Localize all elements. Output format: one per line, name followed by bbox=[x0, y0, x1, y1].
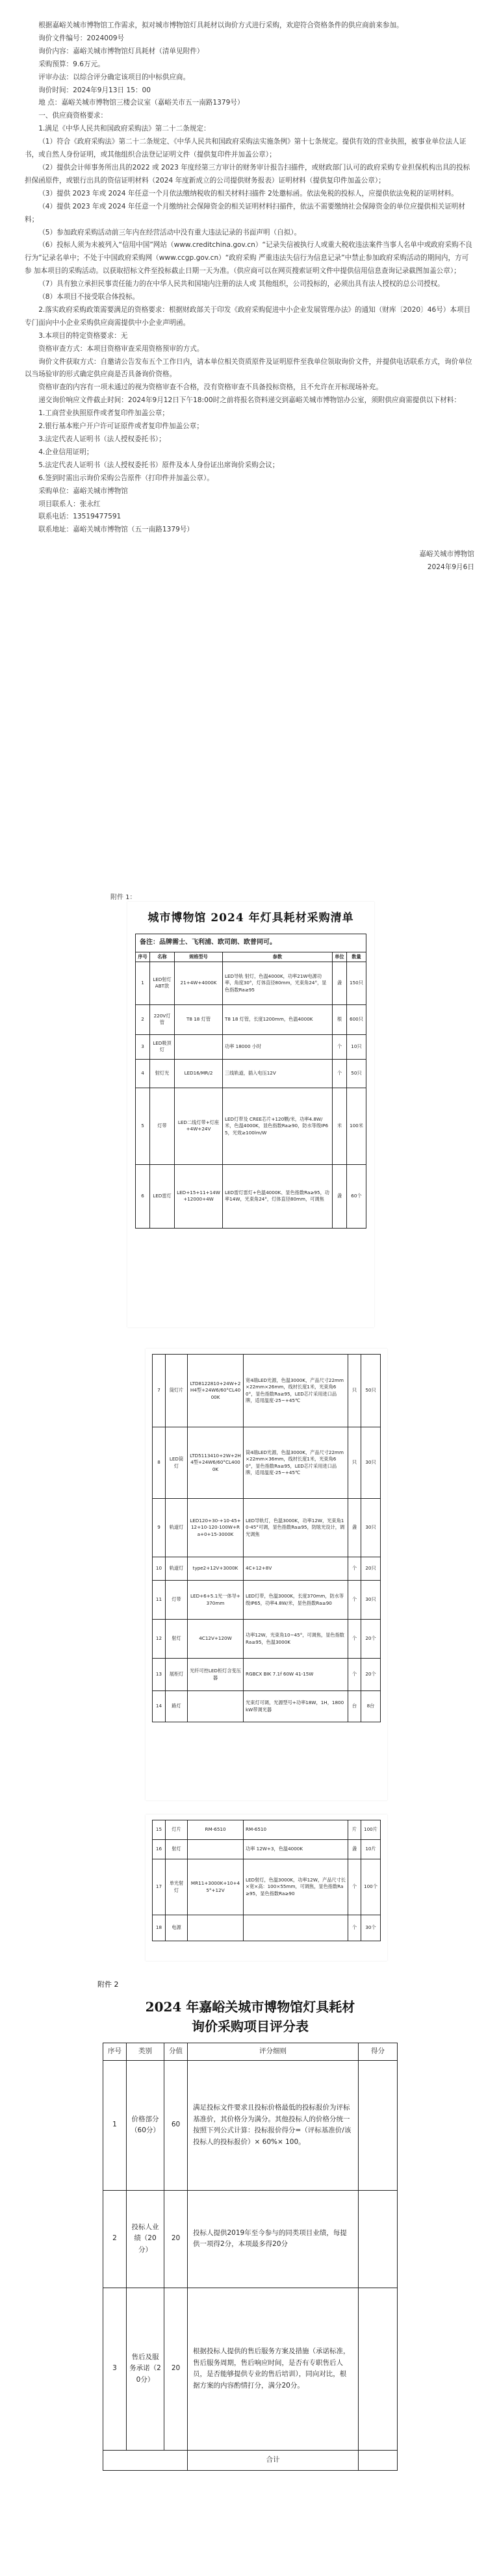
scoring-total-value bbox=[359, 2450, 398, 2470]
scoring-category: 投标人业绩（20分） bbox=[127, 2190, 164, 2288]
table-cell: 射灯光 bbox=[150, 1059, 175, 1088]
table-row bbox=[153, 1427, 381, 1499]
table-row bbox=[153, 1620, 381, 1659]
table-cell: 功率 12W+3，色温4000K bbox=[244, 1840, 348, 1859]
table-cell: 三线轨道，插入电压12V bbox=[223, 1059, 333, 1088]
scoring-header-cell: 得分 bbox=[359, 2043, 398, 2061]
table-row bbox=[153, 1659, 381, 1691]
table-cell: type2+12V+3000K bbox=[188, 1557, 244, 1581]
table-cell: 4 bbox=[136, 1059, 150, 1088]
table-cell: 3 bbox=[136, 1034, 150, 1059]
notice-paragraph: （1）符合《政府采购法》第二十二条规定、《中华人民共和国政府采购法实施条例》第十七条规定。提供有效的营业执照，被事业单位法人证书，或自然人身份证明，或其他组织合法登记证明文件（提供复印件并加盖公章）； bbox=[25, 138, 467, 159]
table-row bbox=[153, 1840, 381, 1859]
table-cell: 功率 18000 小时 bbox=[223, 1034, 333, 1059]
notice-paragraph: 联系地址：嘉峪关城市博物馆（五一南路1379号） bbox=[38, 526, 194, 534]
table-cell: 1 bbox=[136, 962, 150, 1004]
scoring-total-blank bbox=[103, 2450, 188, 2470]
table-cell: 根 bbox=[332, 1004, 346, 1034]
table-cell: 盏 bbox=[348, 1840, 361, 1859]
scoring-row bbox=[103, 2288, 398, 2450]
scoring-score-blank bbox=[359, 2288, 398, 2450]
table-cell: RGBCX BIK 7.1f 60W 41-15W bbox=[244, 1659, 348, 1691]
notice-paragraph: 2.银行基本账户开户许可证原件或者复印件加盖公章； bbox=[38, 422, 203, 431]
purchase-list-table-1 bbox=[135, 934, 366, 1229]
notice-paragraph: 1.工商营业执照原件或者复印件加盖公章； bbox=[38, 409, 169, 418]
table-header-cell: 数量 bbox=[346, 952, 366, 962]
appendix2-title-line2: 询价采购项目评分表 bbox=[192, 2019, 309, 2034]
notice-paragraph: （5）参加政府采购活动前三年内在经营活动中没有重大违法记录的书面声明（自拟）。 bbox=[38, 228, 301, 236]
appendix1-sheet-2 bbox=[146, 1349, 387, 1800]
scoring-header-cell: 评分细则 bbox=[188, 2043, 359, 2061]
table-cell: 50只 bbox=[346, 1059, 366, 1088]
table-cell: 7 bbox=[153, 1355, 166, 1427]
table-cell: 筒灯片 bbox=[166, 1355, 188, 1427]
table-cell: 射灯 bbox=[166, 1840, 188, 1859]
scoring-detail: 满足投标文件要求且投标价格最低的投标报价为评标基准价，其价格分为满分。其他投标人的价格分统一按照下列公式计算：投标报价得分=（评标基准价/该投标人的投标报价）× 60%× 100。 bbox=[188, 2060, 359, 2190]
table-header-cell: 单位 bbox=[332, 952, 346, 962]
table-cell: 展柜灯 bbox=[166, 1659, 188, 1691]
table-cell: T8 18 灯管 bbox=[175, 1004, 223, 1034]
table-cell: 100个 bbox=[361, 1859, 381, 1915]
notice-paragraph: 项目联系人：张永红 bbox=[38, 500, 101, 508]
scoring-header-cell: 类别 bbox=[127, 2043, 164, 2061]
table-row bbox=[153, 1499, 381, 1557]
table-cell: 台 bbox=[348, 1691, 361, 1722]
appendix2-sheet bbox=[97, 1991, 403, 2549]
scoring-no: 1 bbox=[103, 2060, 127, 2190]
notice-body bbox=[0, 0, 499, 574]
notice-paragraph: 资格审查方式：本项目资格审查采用资格预审的方式。 bbox=[38, 344, 204, 353]
table-cell: LED二线灯带+灯座+4W+24V bbox=[175, 1088, 223, 1164]
notice-paragraph: 6.签到时需出示询价采购公告原件（打印件并加盖公章）。 bbox=[38, 474, 214, 482]
table-row bbox=[136, 1004, 366, 1034]
table-cell: MR11+3000K+10+45°+12V bbox=[188, 1859, 244, 1915]
table-cell: 14 bbox=[153, 1691, 166, 1722]
table-cell: 射灯 bbox=[166, 1620, 188, 1659]
scoring-header-cell: 序号 bbox=[103, 2043, 127, 2061]
table-cell: 10片 bbox=[361, 1840, 381, 1859]
table-cell: 21+4W+4000K bbox=[175, 962, 223, 1004]
table-cell: 8台 bbox=[361, 1691, 381, 1722]
notice-paragraph: 询价文件编号：2024009号 bbox=[38, 34, 125, 42]
table-cell: RM-6510 bbox=[244, 1820, 348, 1840]
table-cell: 灯带 bbox=[150, 1088, 175, 1164]
table-cell: LTD8122810+24W+2H4型+24W6/60°CL4000K bbox=[188, 1355, 244, 1427]
notice-paragraph: 5.法定代表人证明书（法人授权委托书）原件及本人身份证出席询价采购会议； bbox=[38, 461, 279, 469]
table-cell: 5 bbox=[136, 1088, 150, 1164]
notice-paragraph: 资格审查的内容有一项未通过的视为资格审查不合格，没有资格审查不具备投标资格，且不允许在开标现场补充。 bbox=[38, 383, 383, 392]
scoring-row bbox=[103, 2060, 398, 2190]
table-cell: 只 bbox=[348, 1427, 361, 1499]
appendix1-note: 备注：品牌需士、飞利浦、欧司朗、欧普同可。 bbox=[136, 934, 366, 952]
table-cell: 6 bbox=[136, 1164, 150, 1228]
table-cell: LED雷灯雷灯+色温4000K、显色指数Ra≥95，功率14W，光束角24°，灯体直径80mm，可调焦 bbox=[223, 1164, 333, 1228]
appendix1-title: 城市博物馆 2024 年灯具耗材采购清单 bbox=[147, 912, 354, 925]
table-cell: LED灯带，色温3000K，长度370mm，防水等级IP65，功率4.8W/米，显色指数Ra≥90 bbox=[244, 1581, 348, 1620]
notice-paragraph: 询价内容：嘉峪关城市博物馆灯具耗材（清单见附件） bbox=[38, 47, 204, 55]
table-cell: 220V灯管 bbox=[150, 1004, 175, 1034]
table-cell: 30只 bbox=[361, 1499, 381, 1557]
table-cell: 光束灯可调，光源型号+功率18W，1H，1800kW带调光器 bbox=[244, 1691, 348, 1722]
notice-paragraph: 一、供应商资格要求： bbox=[38, 112, 108, 120]
table-cell: 16 bbox=[153, 1840, 166, 1859]
table-cell: 30个 bbox=[361, 1915, 381, 1941]
notice-paragraph: （7）具有独立承担民事责任能力的在中华人民共和国境内注册的法人或 其他组织，公司投标的，必须出具有法人授权的总公司授权。 bbox=[38, 280, 444, 288]
notice-paragraph: 根据嘉峪关城市博物馆工作需求，拟对城市博物馆灯具耗材以询价方式进行采购，欢迎符合资格条件的供应商前来参加。 bbox=[38, 21, 403, 29]
table-cell bbox=[188, 1691, 244, 1722]
table-row bbox=[153, 1915, 381, 1941]
notice-paragraph: （3）提供 2023 年或 2024 年任意一个月依法缴纳税收的相关材料扫描件 2处邀标函。依法免税的投标人，应提供依法免税的证明材料。 bbox=[38, 189, 458, 198]
scoring-detail: 根据投标人提供的售后服务方案及措施（承诺标准，售后服务周期，售后响应时间，是否有专职售后人员，是否能够提供专业的售后培训），同向对比，根据方案的内容酌情打分，满分20分。 bbox=[188, 2288, 359, 2450]
table-cell: LED16/MR/2 bbox=[175, 1059, 223, 1088]
notice-paragraph: 询价文件获取方式：自邀请公告发布五个工作日内，请本单位相关资质原件及证明原件至我单位领取询价文件，并提供电话联系方式，询价单位以当场验审的形式确定供应商是否具备询价资格。 bbox=[25, 357, 472, 379]
table-header-cell: 序号 bbox=[136, 952, 150, 962]
table-cell: 轨道灯 bbox=[166, 1499, 188, 1557]
table-cell: 盏 bbox=[348, 1499, 361, 1557]
table-cell: 2 bbox=[136, 1004, 150, 1034]
table-cell: 功率12W，光束角10~45°，可调焦，显色指数Ra≥95，色温3000K bbox=[244, 1620, 348, 1659]
table-cell: LED射灯ABT款 bbox=[150, 962, 175, 1004]
table-cell: 10 bbox=[153, 1557, 166, 1581]
table-cell: LED导轨灯，色温3000K，功率12W，光束角10-45°可调，显色指数Ra≥95，防眩光设计，调光调焦 bbox=[244, 1499, 348, 1557]
table-cell bbox=[244, 1915, 348, 1941]
table-cell: 片 bbox=[348, 1820, 361, 1840]
table-cell: 只 bbox=[348, 1355, 361, 1427]
table-cell: 600只 bbox=[346, 1004, 366, 1034]
table-cell: 100米 bbox=[346, 1088, 366, 1164]
table-cell: LED筒灯 bbox=[166, 1427, 188, 1499]
table-cell: 4C12V+120W bbox=[188, 1620, 244, 1659]
table-cell: 20个 bbox=[361, 1659, 381, 1691]
table-cell: 灯带 bbox=[166, 1581, 188, 1620]
signature-date: 2024年9月6日 bbox=[427, 563, 474, 572]
table-row bbox=[136, 1034, 366, 1059]
scoring-no: 3 bbox=[103, 2288, 127, 2450]
scoring-category: 价格部分（60分） bbox=[127, 2060, 164, 2190]
notice-paragraph: 评审办法：以综合评分确定该项目的中标供应商。 bbox=[38, 73, 190, 81]
notice-paragraph: 联系电话：13519477591 bbox=[38, 513, 122, 521]
notice-paragraph: 3.本项目的特定资格要求：无 bbox=[38, 331, 128, 340]
scoring-total-label: 合计 bbox=[188, 2450, 359, 2470]
table-cell: LED雷灯 bbox=[150, 1164, 175, 1228]
notice-paragraph: （2）提供会计师事务所出具的2022 或 2023 年度经第三方审计的财务审计报告扫描件，或财政部门认可的政府采购专业担保机构出具的投标担保函原件，或银行出具的资信证明材料（2024 年度新成立的公司提供财务报表）证明材料（提供复印件加盖公章）； bbox=[25, 163, 470, 185]
appendix1-sheet-1 bbox=[127, 902, 374, 1327]
table-cell: 20个 bbox=[361, 1620, 381, 1659]
notice-paragraph: 地 点：嘉峪关城市博物馆三楼会议室（嘉峪关市五一南路1379号） bbox=[38, 99, 244, 107]
table-row bbox=[153, 1581, 381, 1620]
scoring-score-blank bbox=[359, 2190, 398, 2288]
table-cell: 18 bbox=[153, 1915, 166, 1941]
table-row bbox=[136, 1059, 366, 1088]
table-row bbox=[136, 1164, 366, 1228]
appendix1-sheet-3 bbox=[146, 1815, 387, 1961]
purchase-list-table-3 bbox=[152, 1820, 381, 1941]
table-row bbox=[153, 1691, 381, 1722]
table-row bbox=[153, 1859, 381, 1915]
scoring-table-header bbox=[103, 2043, 398, 2061]
scoring-points: 20 bbox=[164, 2190, 188, 2288]
scoring-no: 2 bbox=[103, 2190, 127, 2288]
table-header-row bbox=[136, 952, 366, 962]
table-cell: LED+6+5.1光一体导+370mm bbox=[188, 1581, 244, 1620]
table-row bbox=[153, 1557, 381, 1581]
notice-paragraph: 采购预算：9.6万元。 bbox=[38, 60, 105, 68]
table-row bbox=[153, 1820, 381, 1840]
notice-paragraph: （6）投标人须为未被列入“信用中国”网站（www.creditchina.gov.cn）“记录失信被执行人或重大税收违法案件当事人名单中或政府采购不良行为”记录名单中；不处于中国政府采购网（www.ccgp.gov.cn）“政府采购 严重违法失信行为信息记录”中禁止参加政府采购活动的期间内，方可参 加本项目的采购活动。以获取招标文件至投标截止日期一天为准。（供应商可以在网页搜索证明文件中提供信用信息查询记录截图加盖公章）； bbox=[25, 241, 472, 275]
table-cell: 个 bbox=[332, 1059, 346, 1088]
table-cell: LED灯带及 CREE芯片+120颗/米，功率4.8W/米，色温4000K，显色指数Ra≥90，防水等级IP65，光效≥100lm/W bbox=[223, 1088, 333, 1164]
table-cell: 8 bbox=[153, 1427, 166, 1499]
scoring-points: 20 bbox=[164, 2288, 188, 2450]
table-cell: 盏 bbox=[332, 962, 346, 1004]
table-cell: 个 bbox=[348, 1659, 361, 1691]
table-cell: 20只 bbox=[361, 1557, 381, 1581]
scoring-row bbox=[103, 2190, 398, 2288]
appendix2-label: 附件 2 bbox=[97, 1980, 119, 1989]
table-cell bbox=[188, 1840, 244, 1859]
table-cell: 个 bbox=[332, 1034, 346, 1059]
table-cell: 电源 bbox=[166, 1915, 188, 1941]
table-header-cell: 规格型号 bbox=[175, 952, 223, 962]
table-cell: 4C+12+8V bbox=[244, 1557, 348, 1581]
table-cell: 100片 bbox=[361, 1820, 381, 1840]
notice-paragraph: 采购单位：嘉峪关城市博物馆 bbox=[38, 487, 128, 495]
notice-paragraph: （4）提供 2023 年或 2024 年任意一个月缴纳社会保障资金的相关证明材料扫描件，依法不需要缴纳社会保障资金的单位应提供相关证明材料； bbox=[25, 202, 465, 223]
table-cell: LED120+30-+10-45+12+10-120-100W+Ra+0+15-3000K bbox=[188, 1499, 244, 1557]
scoring-points: 60 bbox=[164, 2060, 188, 2190]
appendix2-title-line1: 2024 年嘉峪关城市博物馆灯具耗材 bbox=[145, 1999, 355, 2015]
table-cell: LED射灯，色温3000K，功率12W，产品尺寸长×宽×高：100×55mm，可调焦，显色指数Ra≥95，显色指数Ra≥90 bbox=[244, 1859, 348, 1915]
table-header-cell: 名称 bbox=[150, 952, 175, 962]
table-row bbox=[136, 962, 366, 1004]
notice-paragraph: 询价时间：2024年9月13日 15：00 bbox=[38, 86, 151, 94]
table-cell: LED+15+11+14W+12000+4W bbox=[175, 1164, 223, 1228]
table-cell: 10只 bbox=[346, 1034, 366, 1059]
scoring-header-cell: 分值 bbox=[164, 2043, 188, 2061]
table-cell bbox=[175, 1034, 223, 1059]
notice-paragraph: 递交询价响应文件截止时间：2024年9月12日下午18:00时之前将报名资料递交到嘉峪关城市博物馆办公室，须附供应商需提供以下材料： bbox=[38, 396, 461, 405]
table-cell: 150只 bbox=[346, 962, 366, 1004]
table-cell: 米 bbox=[332, 1088, 346, 1164]
table-cell: 9 bbox=[153, 1499, 166, 1557]
scoring-total-row bbox=[103, 2450, 398, 2470]
table-row bbox=[136, 1088, 366, 1164]
table-cell: T8 18 灯管，长度1200mm，色温4000K bbox=[223, 1004, 333, 1034]
table-cell: 60个 bbox=[346, 1164, 366, 1228]
scoring-category: 售后及服务承诺（20分） bbox=[127, 2288, 164, 2450]
table-cell: LED吸顶灯 bbox=[150, 1034, 175, 1059]
appendix1-label: 附件 1： bbox=[110, 894, 136, 901]
scoring-table bbox=[103, 2043, 398, 2471]
table-cell: 轨道灯 bbox=[166, 1557, 188, 1581]
scoring-score-blank bbox=[359, 2060, 398, 2190]
notice-paragraph: （8）本项目不接受联合体投标。 bbox=[38, 293, 140, 301]
table-cell: 单光射灯 bbox=[166, 1859, 188, 1915]
table-cell: 盏 bbox=[332, 1164, 346, 1228]
scoring-detail: 投标人提供2019年至今参与的同类项目业绩，每提供一项得2分，本项最多得20分 bbox=[188, 2190, 359, 2288]
table-header-cell: 参数 bbox=[223, 952, 333, 962]
table-cell: 宽4端LED光源，色温3000K，产品尺寸22mm×22mm×26mm，线材长度1米，光束角60°，显色指数Ra≥95，LED芯片采用进口品牌，适用温度-25~+45℃ bbox=[244, 1355, 348, 1427]
table-cell: 15 bbox=[153, 1820, 166, 1840]
notice-paragraph: 4.企业信用证明； bbox=[38, 448, 94, 456]
table-row bbox=[153, 1355, 381, 1427]
signature-org: 嘉峪关城市博物馆 bbox=[419, 550, 474, 559]
table-cell: RM-6510 bbox=[188, 1820, 244, 1840]
table-cell: 灯片 bbox=[166, 1820, 188, 1840]
table-cell: 路灯 bbox=[166, 1691, 188, 1722]
table-cell: 13 bbox=[153, 1659, 166, 1691]
notice-paragraph: 2.落实政府采购政策需要满足的资格要求：根据财政部关于印发《政府采购促进中小企业发展管理办法》的通知（财库〔2020〕46号）本项目专门面向中小企业采购供应商需提供中小企业声明函。 bbox=[25, 305, 471, 327]
table-cell: 个 bbox=[348, 1581, 361, 1620]
table-cell: 12 bbox=[153, 1620, 166, 1659]
table-cell: 11 bbox=[153, 1581, 166, 1620]
table-cell: LED导轨 射灯，色温4000K，功率21W电源功率，角度30°，灯体直径80mm，光束角24°，显色指数Ra≥95 bbox=[223, 962, 333, 1004]
notice-paragraph: 1.满足《中华人民共和国政府采购法》第二十二条规定： bbox=[38, 125, 211, 133]
notice-paragraph: 3.法定代表人证明书（法人授权委托书）； bbox=[38, 435, 166, 443]
table-cell: 光纤可控LED柜灯含变压器 bbox=[188, 1659, 244, 1691]
table-cell: 30只 bbox=[361, 1427, 381, 1499]
table-cell: LTD5113410+2W+2H4型+24W6/60°CL4000K bbox=[188, 1427, 244, 1499]
table-cell: 17 bbox=[153, 1859, 166, 1915]
table-cell: 个 bbox=[348, 1557, 361, 1581]
table-cell: 个 bbox=[348, 1620, 361, 1659]
table-cell: 个 bbox=[348, 1859, 361, 1915]
table-cell bbox=[188, 1915, 244, 1941]
table-cell: 筒4端LED光源，色温3000K，产品尺寸22mm×22mm×36mm，线材长度1米，光束角60°，显色指数Ra≥95，LED芯片采用进口品牌，适用温度-25~+45℃ bbox=[244, 1427, 348, 1499]
table-cell: 50只 bbox=[361, 1355, 381, 1427]
table-cell: 30只 bbox=[361, 1581, 381, 1620]
table-cell: 个 bbox=[348, 1915, 361, 1941]
purchase-list-table-2 bbox=[152, 1354, 381, 1722]
